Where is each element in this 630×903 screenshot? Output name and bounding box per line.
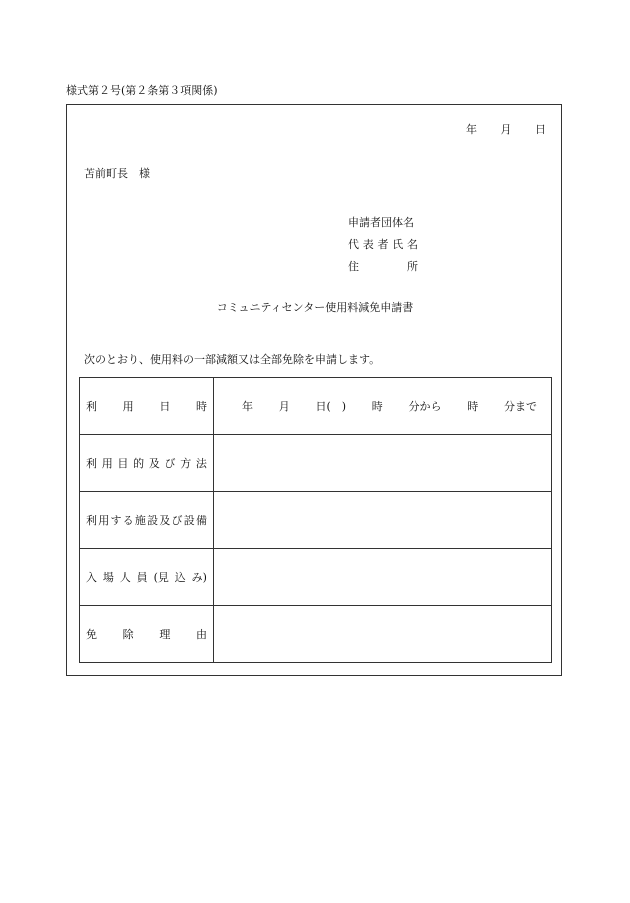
form-number-label: 様式第２号(第２条第３項関係): [66, 84, 218, 97]
date-year-label: 年: [466, 123, 477, 136]
table-row-purpose: [80, 435, 552, 492]
application-date: [466, 121, 546, 137]
exemption-reason-label: 免 除 理 由: [86, 628, 207, 641]
org-name-label: 申請者団体名: [348, 216, 414, 229]
time-year-label: 年: [242, 400, 253, 413]
facilities-field[interactable]: [214, 492, 552, 549]
time-day-label: 日( ): [315, 400, 347, 413]
table-row-exemption-reason: [80, 606, 552, 663]
time-start-minute-label: 分から: [408, 400, 442, 413]
table-row-usage-datetime: [80, 378, 552, 435]
addressee: 苫前町長 様: [84, 167, 150, 180]
address-label: 住 所: [348, 260, 418, 273]
usage-datetime-field[interactable]: [214, 378, 552, 435]
attendance-field[interactable]: [214, 549, 552, 606]
representative-label: 代 表 者 氏 名: [348, 238, 418, 251]
purpose-field[interactable]: [214, 435, 552, 492]
time-month-label: 月: [278, 400, 290, 413]
date-month-label: 月: [500, 123, 512, 136]
attendance-label: 入 場 人 員 (見 込 み): [86, 571, 207, 584]
document-title: コミュニティセンター使用料減免申請書: [216, 301, 414, 314]
facilities-label: 利 用 す る 施 設 及 び 設 備: [86, 514, 207, 527]
application-detail-table: [79, 377, 552, 663]
time-start-hour-label: 時: [371, 400, 383, 413]
intro-text: 次のとおり、使用料の一部減額又は全部免除を申請します。: [84, 353, 381, 366]
purpose-label: 利 用 目 的 及 び 方 法: [86, 457, 207, 470]
exemption-reason-field[interactable]: [214, 606, 552, 663]
table-row-attendance: [80, 549, 552, 606]
date-day-label: 日: [535, 123, 546, 136]
applicant-block: [348, 212, 418, 278]
table-row-facilities: [80, 492, 552, 549]
time-end-minute-label: 分まで: [504, 400, 537, 413]
time-end-hour-label: 時: [467, 400, 479, 413]
usage-datetime-label: 利 用 日 時: [86, 400, 207, 413]
